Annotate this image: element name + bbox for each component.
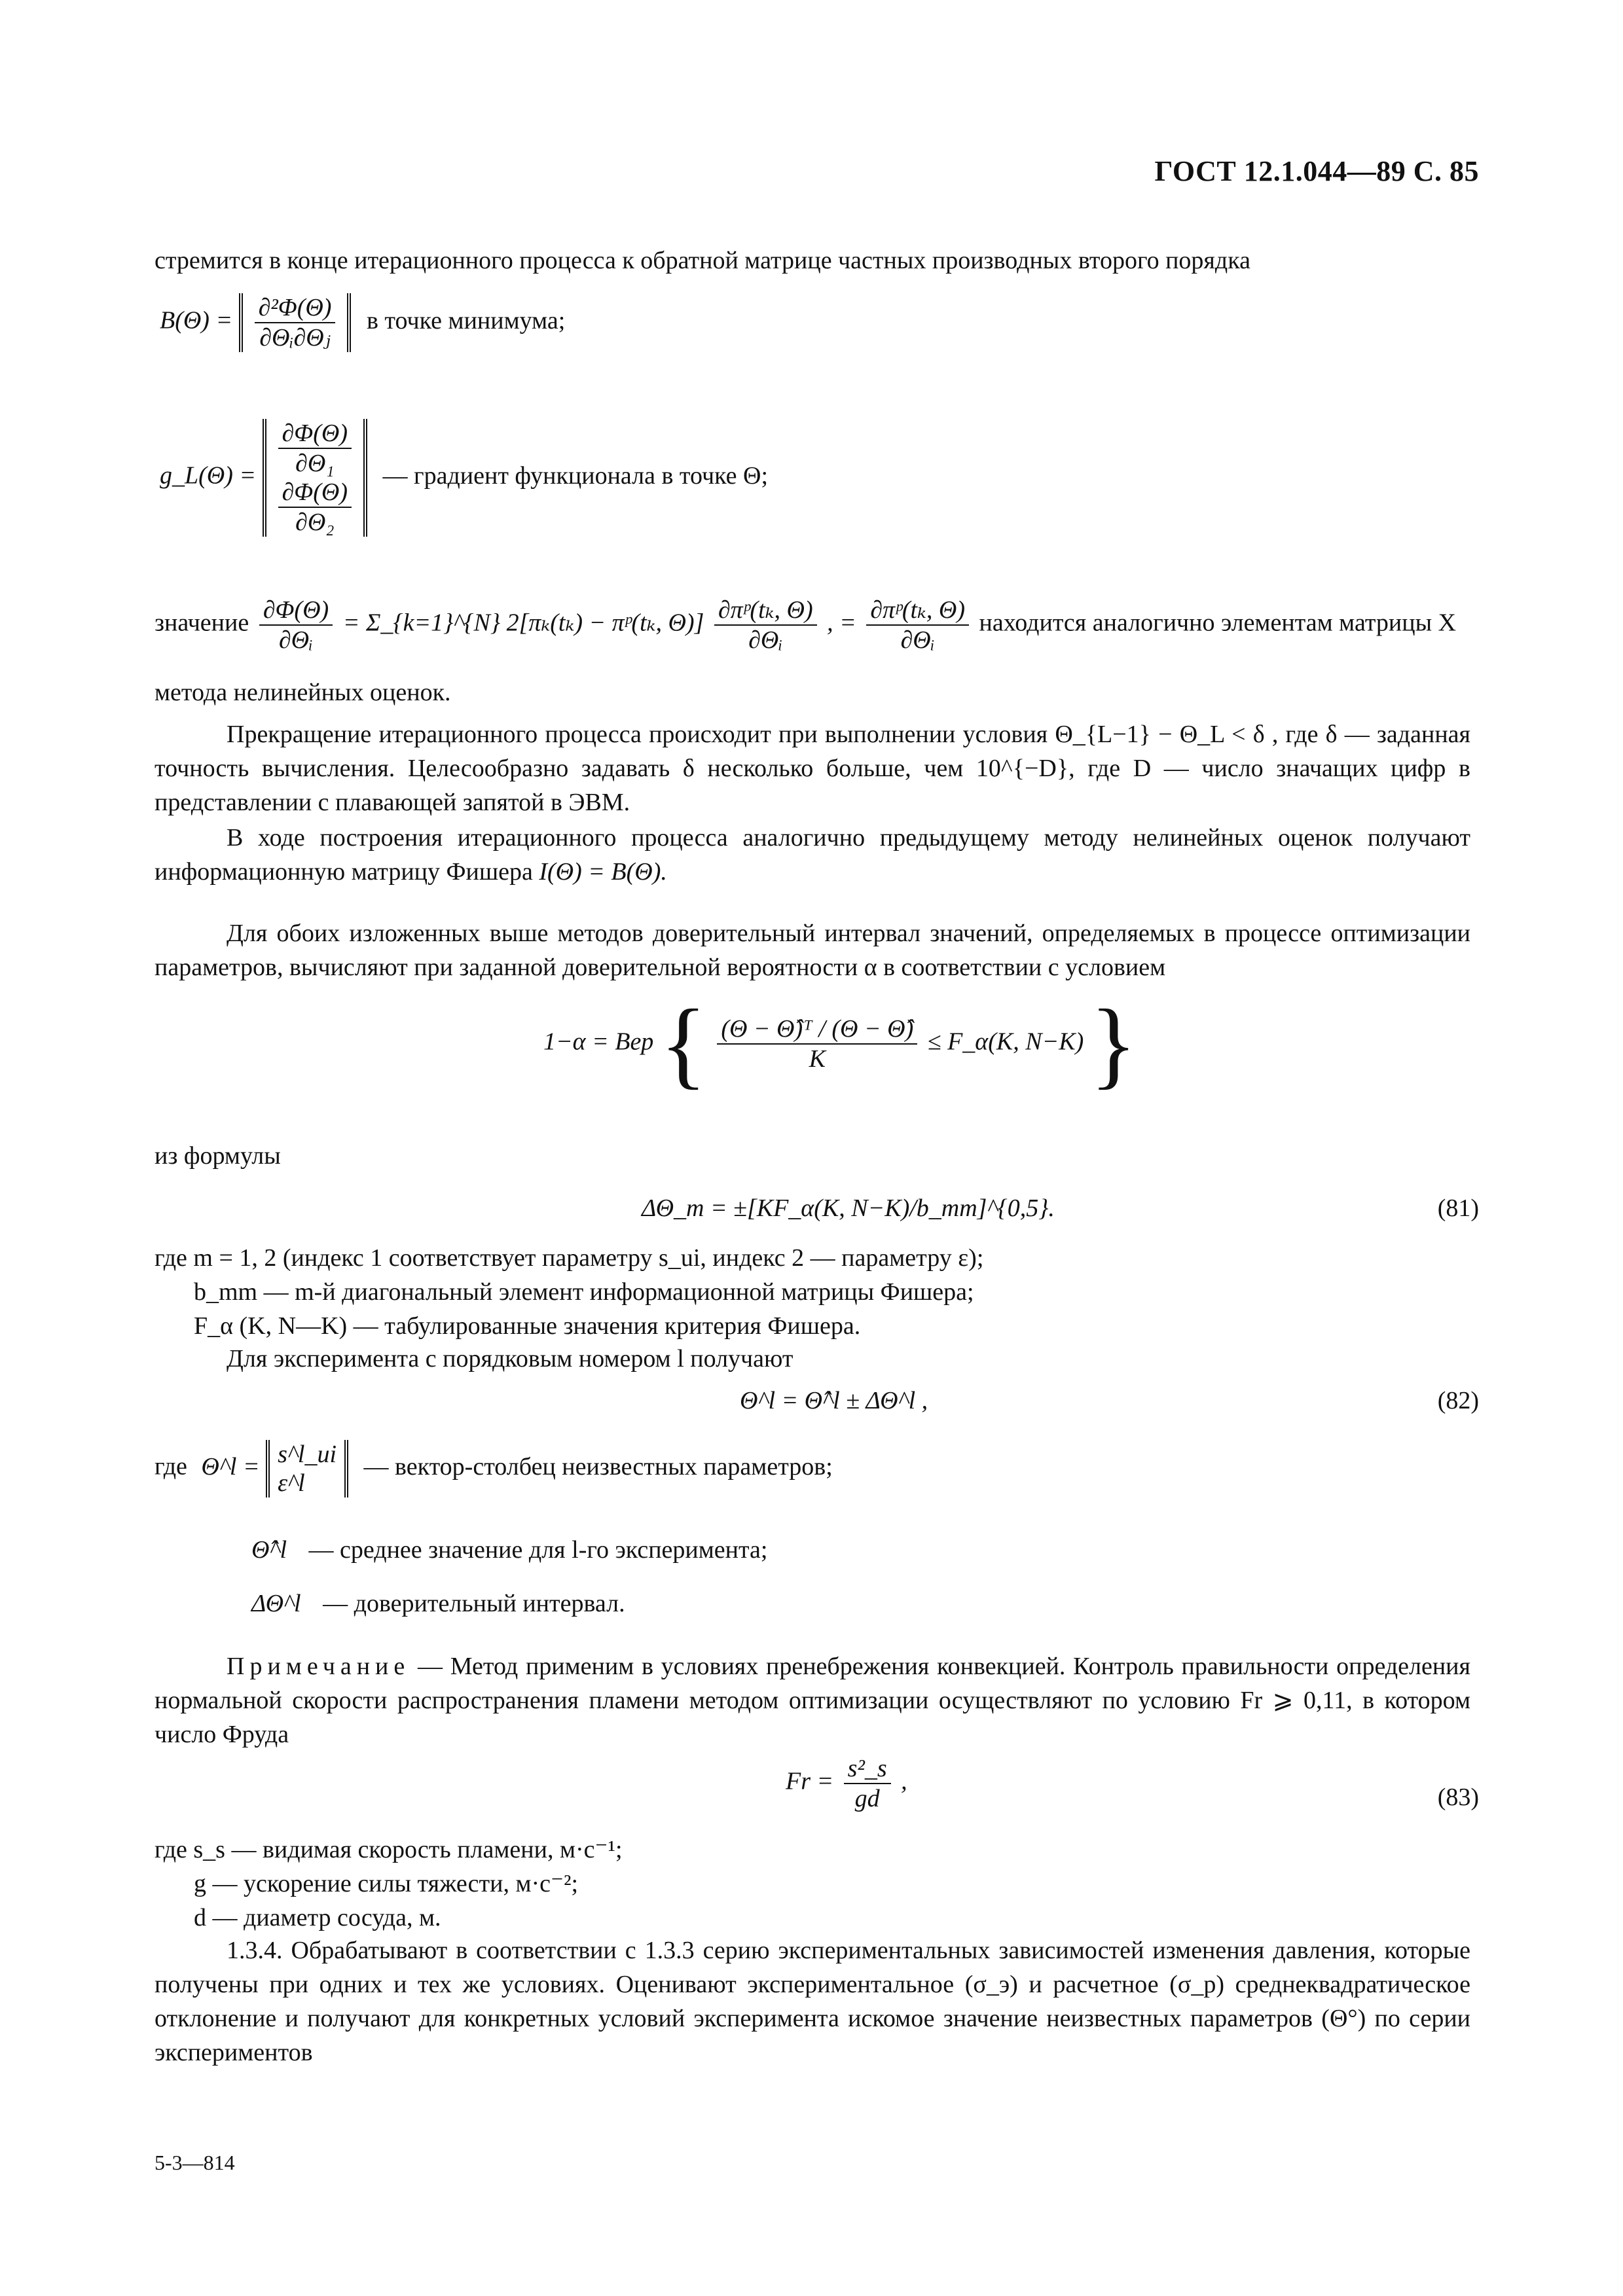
formula-g-column (274, 419, 356, 537)
paragraph-confidence: Для обоих изложенных выше методов доверительный интервал значений, определяемых в процессе оптимизации параметров, вычисляют при заданной доверительной вероятности α в соответствии с условием (155, 920, 1470, 981)
formula-b-den: ∂Θᵢ∂Θⱼ (259, 324, 331, 351)
vector-where: где (155, 1452, 187, 1480)
mean-text: — среднее значение для l-го эксперимента; (308, 1536, 768, 1564)
paragraph-fisher (155, 821, 1470, 889)
formula-g-den1: ∂Θ₁ (295, 450, 335, 477)
formula-gradient (160, 419, 768, 537)
definition-line-2: g — ускорение силы тяжести, м·с⁻²; (194, 1870, 579, 1897)
formula-z-comma: , = (827, 609, 856, 637)
formula-b-num: ∂²Φ(Θ) (255, 293, 336, 323)
formula-b-norm (239, 293, 352, 352)
note-label: Примечание (227, 1653, 410, 1680)
where-line-4: Для эксперимента с порядковым номером l получают (227, 1345, 793, 1372)
equation-number-81: (81) (1437, 1194, 1479, 1222)
formula-conf-fraction (717, 1014, 917, 1073)
page-header: ГОСТ 12.1.044—89 С. 85 (1154, 155, 1479, 187)
formula-z-num2: ∂πᵖ(tₖ, Θ) (714, 596, 817, 626)
formula-83-den: gd (854, 1785, 880, 1812)
formula-conf-brace-right: } (1089, 990, 1137, 1098)
formula-conf-den: K (809, 1045, 826, 1073)
formula-g-num1: ∂Φ(Θ) (278, 419, 352, 449)
formula-z-num3: ∂πᵖ(tₖ, Θ) (866, 596, 969, 626)
formula-g-fraction-2 (278, 478, 352, 537)
formula-b-text: в точке минимума; (366, 306, 566, 334)
vector-text: — вектор-столбец неизвестных параметров; (363, 1452, 833, 1480)
paragraph-from-formula: из формулы (155, 1142, 281, 1170)
formula-83-fraction (844, 1754, 891, 1813)
formula-conf-lhs: 1−α = Вер (543, 1028, 654, 1056)
mean-symbol: Θ̂^l (251, 1536, 287, 1564)
formula-83-lhs: Fr = (786, 1767, 834, 1795)
paragraph-nonlinear: метода нелинейных оценок. (155, 679, 451, 706)
interval-text: — доверительный интервал. (323, 1590, 625, 1617)
formula-g-lhs: g_L(Θ) = (160, 461, 257, 490)
formula-z-fraction-1 (259, 596, 333, 655)
formula-confidence (543, 990, 1137, 1098)
formula-83-num: s²_s (844, 1754, 891, 1784)
formula-z-den: ∂Θᵢ (278, 626, 314, 654)
formula-g-norm (263, 419, 367, 537)
formula-b-matrix (160, 293, 565, 352)
equation-number-83: (83) (1437, 1784, 1479, 1811)
where-line-1: где m = 1, 2 (индекс 1 соответствует параметру s_ui, индекс 2 — параметру ε); (155, 1244, 984, 1272)
vector-lhs: Θ^l = (201, 1452, 260, 1480)
equation-number-82: (82) (1437, 1387, 1479, 1414)
vector-norm (266, 1440, 348, 1498)
formula-g-num2: ∂Φ(Θ) (278, 478, 352, 508)
formula-z-den3: ∂Θᵢ (900, 626, 935, 654)
formula-z-den2: ∂Θᵢ (748, 626, 783, 654)
paragraph-intro: стремится в конце итерационного процесса к обратной матрице частных производных второго порядка (155, 247, 1250, 274)
formula-z-label: значение (155, 609, 249, 637)
paragraph-1-3-4: 1.3.4. Обрабатывают в соответствии с 1.3.3 серию экспериментальных зависимостей изменения давления, которые получены при одних и тех же условиях. Оценивают экспериментальное (σ_э) и расчетное (σ_р) среднеквадратическое отклонение и получают для конкретных условий эксперимента искомое значение неизвестных параметров (Θ°) по серии экспериментов (155, 1937, 1470, 2066)
interval-symbol: ΔΘ^l (251, 1590, 301, 1617)
formula-derivative (155, 596, 1456, 655)
paragraph-fisher-text: В ходе построения итерационного процесса аналогично предыдущему методу нелинейных оценок получают информационную матрицу Фишера (155, 824, 1470, 886)
interval-definition (251, 1587, 625, 1621)
formula-g-den2: ∂Θ₂ (295, 509, 335, 536)
formula-83 (786, 1754, 907, 1813)
formula-z-fraction-2 (714, 596, 817, 655)
definition-line-3: d — диаметр сосуда, м. (194, 1904, 441, 1931)
page-footer: 5-3—814 (155, 2151, 235, 2174)
formula-z-fraction-3 (866, 596, 969, 655)
vector-bottom: ε^l (278, 1469, 305, 1497)
formula-z-text: находится аналогично элементам матрицы X (979, 609, 1457, 637)
vector-definition (155, 1440, 833, 1498)
where-line-2: b_mm — m-й диагональный элемент информационной матрицы Фишера; (194, 1278, 974, 1306)
formula-conf-num: (Θ − Θ̂)ᵀ / (Θ − Θ̂) (717, 1014, 917, 1045)
vector-column (278, 1440, 337, 1498)
formula-conf-brace-left: { (659, 990, 707, 1098)
where-line-3: F_α (K, N—K) — табулированные значения критерия Фишера. (194, 1312, 861, 1340)
formula-z-sum: = Σ_{k=1}^{N} 2[πₖ(tₖ) − πᵖ(tₖ, Θ)] (342, 609, 704, 637)
formula-b-fraction (255, 293, 336, 352)
paragraph-termination: Прекращение итерационного процесса происходит при выполнении условия Θ_{L−1} − Θ_L < δ , где δ — заданная точность вычисления. Целесообразно задавать δ несколько больше, чем 10^{−D}, где D — число значащих цифр в представлении с плавающей запятой в ЭВМ. (155, 721, 1470, 816)
formula-81: ΔΘ_m = ±[KF_α(K, N−K)/b_mm]^{0,5}. (642, 1194, 1055, 1222)
paragraph-fisher-formula: I(Θ) = B(Θ). (539, 858, 667, 886)
formula-g-fraction-1 (278, 419, 352, 478)
formula-g-text: — градиент функционала в точке Θ; (382, 461, 768, 490)
mean-definition (251, 1533, 767, 1567)
formula-conf-rhs: ≤ F_α(K, N−K) (927, 1028, 1084, 1056)
vector-top: s^l_ui (278, 1441, 337, 1468)
note-text: — Метод применим в условиях пренебрежения конвекцией. Контроль правильности определения нормальной скорости распространения пламени методом оптимизации осуществляют по условию Fr ⩾ 0,11, в котором число Фруда (155, 1653, 1470, 1748)
formula-b-lhs: B(Θ) = (160, 306, 233, 334)
formula-z-num: ∂Φ(Θ) (259, 596, 333, 626)
definition-line-1: где s_s — видимая скорость пламени, м·с⁻¹; (155, 1836, 623, 1863)
formula-82: Θ^l = Θ̂^l ± ΔΘ^l , (740, 1387, 928, 1414)
formula-83-tail: , (901, 1767, 907, 1795)
note-paragraph (155, 1649, 1470, 1751)
